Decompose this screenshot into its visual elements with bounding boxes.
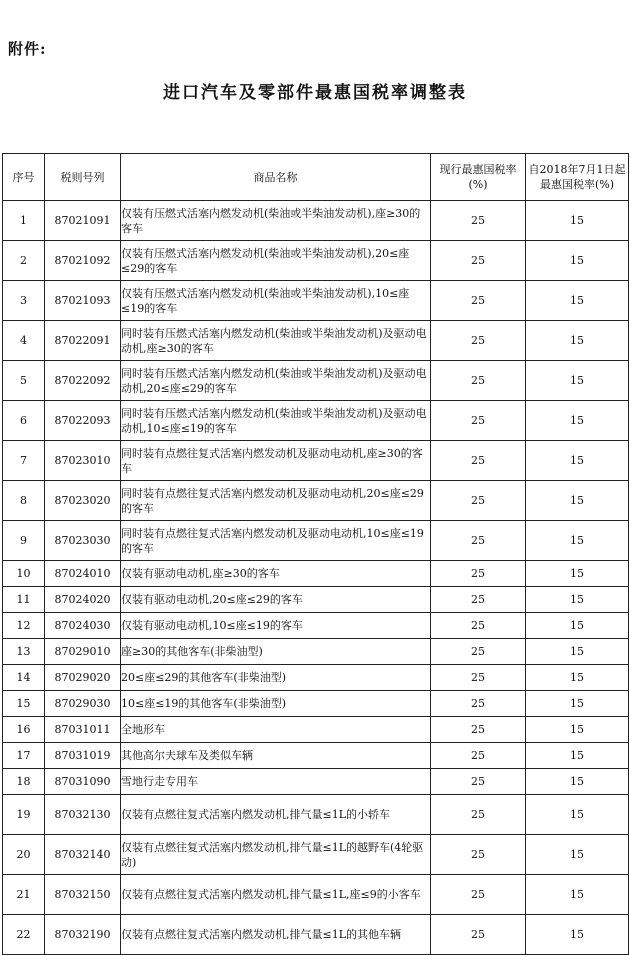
tariff-code: 87022093 bbox=[45, 401, 121, 441]
tariff-code: 87024030 bbox=[45, 613, 121, 639]
new-rate: 15 bbox=[526, 875, 629, 915]
tariff-code: 87022091 bbox=[45, 321, 121, 361]
new-rate: 15 bbox=[526, 521, 629, 561]
product-name: 同时装有点燃往复式活塞内燃发动机及驱动电动机,座≥30的客车 bbox=[121, 441, 431, 481]
header-current-rate: 现行最惠国税率(%) bbox=[431, 154, 526, 201]
table-row bbox=[3, 401, 629, 441]
tariff-code: 87024020 bbox=[45, 587, 121, 613]
new-rate: 15 bbox=[526, 321, 629, 361]
header-code: 税则号列 bbox=[45, 154, 121, 201]
product-name: 仅装有驱动电动机,20≤座≤29的客车 bbox=[121, 587, 431, 613]
tariff-code: 87021093 bbox=[45, 281, 121, 321]
product-name: 20≤座≤29的其他客车(非柴油型) bbox=[121, 665, 431, 691]
product-name: 仅装有驱动电动机,座≥30的客车 bbox=[121, 561, 431, 587]
row-number: 21 bbox=[3, 875, 45, 915]
current-rate: 25 bbox=[431, 481, 526, 521]
tariff-code: 87022092 bbox=[45, 361, 121, 401]
table-row bbox=[3, 281, 629, 321]
current-rate: 25 bbox=[431, 521, 526, 561]
table-row bbox=[3, 717, 629, 743]
table-row bbox=[3, 875, 629, 915]
new-rate: 15 bbox=[526, 401, 629, 441]
row-number: 2 bbox=[3, 241, 45, 281]
header-no: 序号 bbox=[3, 154, 45, 201]
table-row bbox=[3, 795, 629, 835]
table-body bbox=[3, 201, 629, 955]
row-number: 4 bbox=[3, 321, 45, 361]
tariff-code: 87031090 bbox=[45, 769, 121, 795]
new-rate: 15 bbox=[526, 587, 629, 613]
product-name: 同时装有压燃式活塞内燃发动机(柴油或半柴油发动机)及驱动电动机,20≤座≤29的客车 bbox=[121, 361, 431, 401]
tariff-code: 87024010 bbox=[45, 561, 121, 587]
row-number: 14 bbox=[3, 665, 45, 691]
table-row bbox=[3, 691, 629, 717]
current-rate: 25 bbox=[431, 795, 526, 835]
tariff-code: 87032150 bbox=[45, 875, 121, 915]
current-rate: 25 bbox=[431, 587, 526, 613]
new-rate: 15 bbox=[526, 835, 629, 875]
new-rate: 15 bbox=[526, 481, 629, 521]
document-title: 进口汽车及零部件最惠国税率调整表 bbox=[163, 83, 467, 103]
table-row bbox=[3, 521, 629, 561]
tariff-code: 87031019 bbox=[45, 743, 121, 769]
row-number: 16 bbox=[3, 717, 45, 743]
new-rate: 15 bbox=[526, 201, 629, 241]
current-rate: 25 bbox=[431, 639, 526, 665]
product-name: 同时装有点燃往复式活塞内燃发动机及驱动电动机,20≤座≤29的客车 bbox=[121, 481, 431, 521]
new-rate: 15 bbox=[526, 743, 629, 769]
new-rate: 15 bbox=[526, 691, 629, 717]
row-number: 9 bbox=[3, 521, 45, 561]
current-rate: 25 bbox=[431, 835, 526, 875]
row-number: 20 bbox=[3, 835, 45, 875]
table-row bbox=[3, 241, 629, 281]
table-row bbox=[3, 835, 629, 875]
row-number: 11 bbox=[3, 587, 45, 613]
new-rate: 15 bbox=[526, 241, 629, 281]
new-rate: 15 bbox=[526, 281, 629, 321]
current-rate: 25 bbox=[431, 281, 526, 321]
product-name: 10≤座≤19的其他客车(非柴油型) bbox=[121, 691, 431, 717]
current-rate: 25 bbox=[431, 441, 526, 481]
current-rate: 25 bbox=[431, 717, 526, 743]
new-rate: 15 bbox=[526, 441, 629, 481]
product-name: 雪地行走专用车 bbox=[121, 769, 431, 795]
product-name: 仅装有压燃式活塞内燃发动机(柴油或半柴油发动机),座≥30的客车 bbox=[121, 201, 431, 241]
row-number: 1 bbox=[3, 201, 45, 241]
table-row bbox=[3, 665, 629, 691]
row-number: 6 bbox=[3, 401, 45, 441]
new-rate: 15 bbox=[526, 561, 629, 587]
tariff-code: 87029010 bbox=[45, 639, 121, 665]
current-rate: 25 bbox=[431, 613, 526, 639]
table-row bbox=[3, 321, 629, 361]
header-name: 商品名称 bbox=[121, 154, 431, 201]
table-row bbox=[3, 613, 629, 639]
current-rate: 25 bbox=[431, 691, 526, 717]
tariff-code: 87032190 bbox=[45, 915, 121, 955]
table-row bbox=[3, 587, 629, 613]
new-rate: 15 bbox=[526, 639, 629, 665]
tariff-code: 87032130 bbox=[45, 795, 121, 835]
tariff-code: 87023010 bbox=[45, 441, 121, 481]
table-row bbox=[3, 441, 629, 481]
row-number: 13 bbox=[3, 639, 45, 665]
tariff-code: 87032140 bbox=[45, 835, 121, 875]
new-rate: 15 bbox=[526, 795, 629, 835]
current-rate: 25 bbox=[431, 665, 526, 691]
product-name: 仅装有点燃往复式活塞内燃发动机,排气量≤1L,座≤9的小客车 bbox=[121, 875, 431, 915]
product-name: 仅装有驱动电动机,10≤座≤19的客车 bbox=[121, 613, 431, 639]
row-number: 7 bbox=[3, 441, 45, 481]
row-number: 8 bbox=[3, 481, 45, 521]
row-number: 15 bbox=[3, 691, 45, 717]
product-name: 座≥30的其他客车(非柴油型) bbox=[121, 639, 431, 665]
row-number: 12 bbox=[3, 613, 45, 639]
new-rate: 15 bbox=[526, 717, 629, 743]
tariff-table bbox=[2, 153, 629, 955]
row-number: 17 bbox=[3, 743, 45, 769]
current-rate: 25 bbox=[431, 201, 526, 241]
current-rate: 25 bbox=[431, 561, 526, 587]
tariff-code: 87021091 bbox=[45, 201, 121, 241]
product-name: 同时装有点燃往复式活塞内燃发动机及驱动电动机,10≤座≤19的客车 bbox=[121, 521, 431, 561]
product-name: 仅装有点燃往复式活塞内燃发动机,排气量≤1L的小轿车 bbox=[121, 795, 431, 835]
new-rate: 15 bbox=[526, 361, 629, 401]
product-name: 同时装有压燃式活塞内燃发动机(柴油或半柴油发动机)及驱动电动机,10≤座≤19的客车 bbox=[121, 401, 431, 441]
table-header-row bbox=[3, 154, 629, 201]
table-row bbox=[3, 481, 629, 521]
tariff-code: 87031011 bbox=[45, 717, 121, 743]
row-number: 5 bbox=[3, 361, 45, 401]
new-rate: 15 bbox=[526, 769, 629, 795]
current-rate: 25 bbox=[431, 769, 526, 795]
current-rate: 25 bbox=[431, 321, 526, 361]
header-new-rate: 自2018年7月1日起最惠国税率(%) bbox=[526, 154, 629, 201]
current-rate: 25 bbox=[431, 361, 526, 401]
tariff-code: 87029030 bbox=[45, 691, 121, 717]
table-row bbox=[3, 769, 629, 795]
product-name: 其他高尔夫球车及类似车辆 bbox=[121, 743, 431, 769]
product-name: 仅装有压燃式活塞内燃发动机(柴油或半柴油发动机),20≤座≤29的客车 bbox=[121, 241, 431, 281]
table-row bbox=[3, 201, 629, 241]
row-number: 10 bbox=[3, 561, 45, 587]
table-row bbox=[3, 639, 629, 665]
product-name: 仅装有压燃式活塞内燃发动机(柴油或半柴油发动机),10≤座≤19的客车 bbox=[121, 281, 431, 321]
row-number: 22 bbox=[3, 915, 45, 955]
tariff-code: 87029020 bbox=[45, 665, 121, 691]
new-rate: 15 bbox=[526, 665, 629, 691]
current-rate: 25 bbox=[431, 915, 526, 955]
current-rate: 25 bbox=[431, 875, 526, 915]
tariff-code: 87023030 bbox=[45, 521, 121, 561]
table-row bbox=[3, 915, 629, 955]
current-rate: 25 bbox=[431, 743, 526, 769]
tariff-code: 87023020 bbox=[45, 481, 121, 521]
table-row bbox=[3, 743, 629, 769]
current-rate: 25 bbox=[431, 241, 526, 281]
product-name: 仅装有点燃往复式活塞内燃发动机,排气量≤1L的其他车辆 bbox=[121, 915, 431, 955]
attachment-label: 附件: bbox=[8, 40, 47, 58]
current-rate: 25 bbox=[431, 401, 526, 441]
row-number: 3 bbox=[3, 281, 45, 321]
new-rate: 15 bbox=[526, 915, 629, 955]
tariff-code: 87021092 bbox=[45, 241, 121, 281]
product-name: 同时装有压燃式活塞内燃发动机(柴油或半柴油发动机)及驱动电动机,座≥30的客车 bbox=[121, 321, 431, 361]
product-name: 全地形车 bbox=[121, 717, 431, 743]
new-rate: 15 bbox=[526, 613, 629, 639]
row-number: 19 bbox=[3, 795, 45, 835]
table-row bbox=[3, 561, 629, 587]
product-name: 仅装有点燃往复式活塞内燃发动机,排气量≤1L的越野车(4轮驱动) bbox=[121, 835, 431, 875]
row-number: 18 bbox=[3, 769, 45, 795]
table-row bbox=[3, 361, 629, 401]
